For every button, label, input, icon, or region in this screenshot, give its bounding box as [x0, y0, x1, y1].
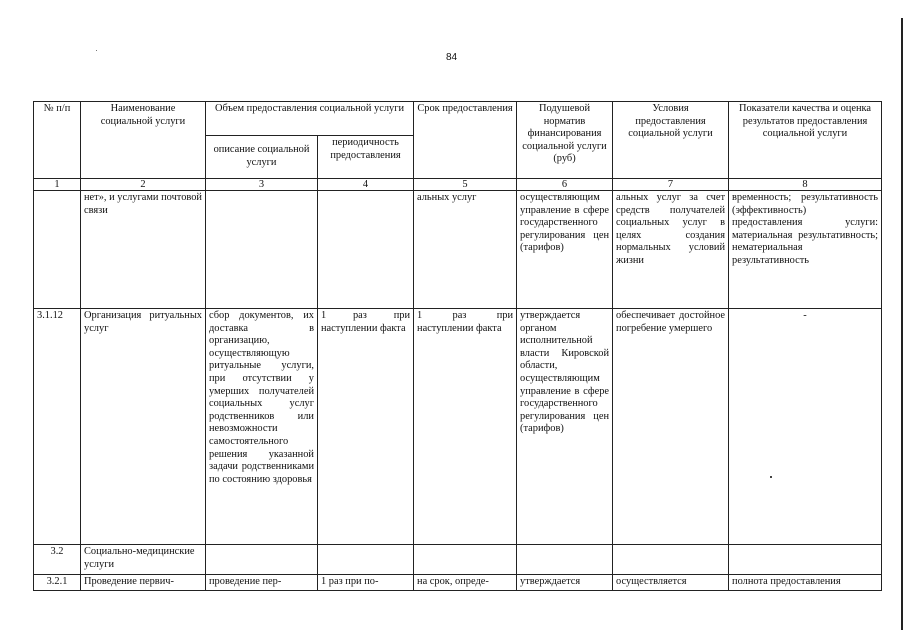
header-conditions: Условия предоставления социальной услуги — [613, 102, 729, 179]
header-number: № п/п — [34, 102, 81, 179]
periodicity-cell — [318, 545, 414, 575]
table-row — [34, 575, 882, 591]
term-cell — [414, 545, 517, 575]
norm-cell: осуществляющим управление в сфере государственного регулирования цен (тарифов) — [517, 191, 613, 309]
header-row-1 — [34, 102, 882, 136]
table-row — [34, 545, 882, 575]
table-row — [34, 309, 882, 545]
term-cell: альных услуг — [414, 191, 517, 309]
description-cell: проведение пер- — [206, 575, 318, 591]
periodicity-cell — [318, 191, 414, 309]
service-name-cell: Проведение первич- — [81, 575, 206, 591]
norm-cell — [517, 545, 613, 575]
column-number: 2 — [81, 179, 206, 191]
quality-cell — [729, 545, 882, 575]
services-table — [33, 101, 882, 591]
conditions-cell — [613, 545, 729, 575]
service-name-cell: нет», и услугами почтовой связи — [81, 191, 206, 309]
row-number: 3.1.12 — [34, 309, 81, 545]
scan-speck — [96, 50, 97, 51]
header-term: Срок предоставления — [414, 102, 517, 179]
row-number — [34, 191, 81, 309]
term-cell: на срок, опреде- — [414, 575, 517, 591]
quality-cell: - — [729, 309, 882, 545]
row-number: 3.2.1 — [34, 575, 81, 591]
conditions-cell: осуществляется — [613, 575, 729, 591]
header-norm: Подушевой норматив финансирования социальной услуги (руб) — [517, 102, 613, 179]
column-number: 1 — [34, 179, 81, 191]
column-number: 5 — [414, 179, 517, 191]
description-cell: сбор документов, их доставка в организацию, осуществляющую ритуальные услуги, при отсутствии у умерших получателей социальных услуг родственников или невозможности самостоятельного решения указанной задачи родственниками по состоянию здоровья — [206, 309, 318, 545]
page-number: 84 — [446, 52, 458, 63]
conditions-cell: альных услуг за счет средств получателей социальных услуг в целях создания нормальных условий жизни — [613, 191, 729, 309]
scan-speck — [770, 476, 772, 478]
header-periodicity: периодичность предоставления — [318, 136, 414, 179]
periodicity-cell: 1 раз при наступлении факта — [318, 309, 414, 545]
quality-cell: полнота предоставления — [729, 575, 882, 591]
column-number-row — [34, 179, 882, 191]
header-description: описание социальной услуги — [206, 136, 318, 179]
table-row — [34, 191, 882, 309]
conditions-cell: обеспечивает достойное погребение умершего — [613, 309, 729, 545]
row-number: 3.2 — [34, 545, 81, 575]
norm-cell: утверждается органом исполнительной власти Кировской области, осуществляющим управление в сфере государственного регулирования цен (тарифов) — [517, 309, 613, 545]
service-name-cell: Организация ритуальных услуг — [81, 309, 206, 545]
column-number: 3 — [206, 179, 318, 191]
header-volume-group: Объем предоставления социальной услуги — [206, 102, 414, 136]
header-quality: Показатели качества и оценка результатов предоставления социальной услуги — [729, 102, 882, 179]
column-number: 6 — [517, 179, 613, 191]
term-cell: 1 раз при наступлении факта — [414, 309, 517, 545]
column-number: 4 — [318, 179, 414, 191]
periodicity-cell: 1 раз при по- — [318, 575, 414, 591]
page-edge-rule — [901, 18, 903, 630]
service-name-cell: Социально-медицинские услуги — [81, 545, 206, 575]
column-number: 8 — [729, 179, 882, 191]
column-number: 7 — [613, 179, 729, 191]
description-cell — [206, 191, 318, 309]
norm-cell: утверждается — [517, 575, 613, 591]
quality-cell: временность; результативность (эффективность) предоставления услуги: материальная результативность; нематериальная результативность — [729, 191, 882, 309]
header-service-name: Наименование социальной услуги — [81, 102, 206, 179]
description-cell — [206, 545, 318, 575]
